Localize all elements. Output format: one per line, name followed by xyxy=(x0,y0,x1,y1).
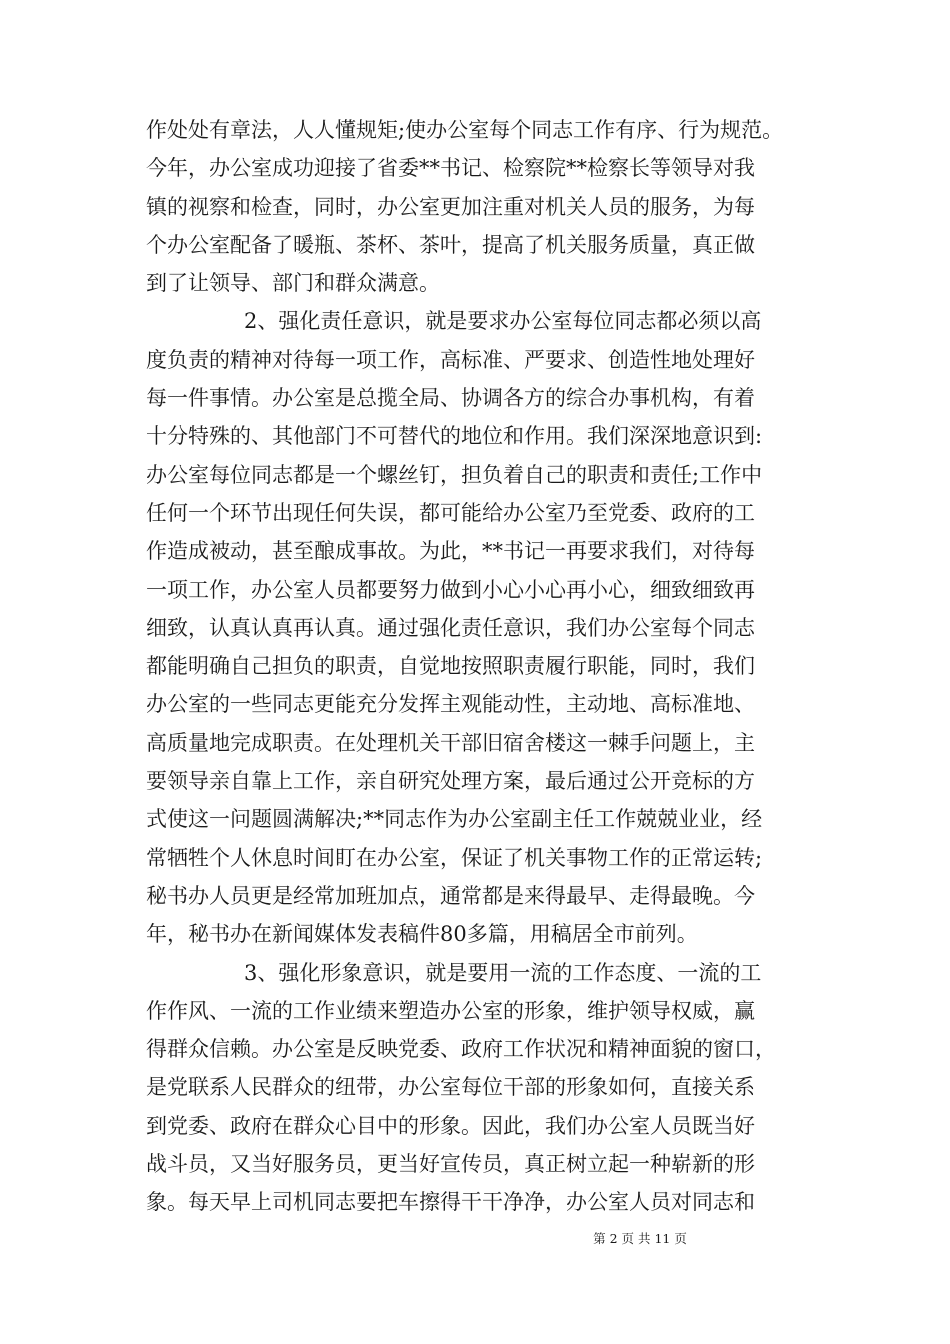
text-line: 要领导亲自靠上工作，亲自研究处理方案，最后通过公开竞标的方 xyxy=(146,769,755,794)
document-body xyxy=(146,111,818,1222)
text-line: 镇的视察和检查，同时，办公室更加注重对机关人员的服务，为每 xyxy=(146,194,755,219)
text-line: 年，秘书办在新闻媒体发表稿件80多篇，用稿居全市前列。 xyxy=(146,922,698,947)
text-line: 作作风、一流的工作业绩来塑造办公室的形象，维护领导权威，赢 xyxy=(146,998,755,1023)
text-line: 象。每天早上司机同志要把车擦得干干净净，办公室人员对同志和 xyxy=(146,1190,755,1215)
text-line: 秘书办人员更是经常加班加点，通常都是来得最早、走得最晚。今 xyxy=(146,883,755,908)
text-line: 个办公室配备了暖瓶、茶杯、茶叶，提高了机关服务质量，真正做 xyxy=(146,232,755,257)
text-line: 都能明确自己担负的职责，自觉地按照职责履行职能，同时，我们 xyxy=(146,654,755,679)
paragraph-start-line: 3、强化形象意识，就是要用一流的工作态度、一流的工 xyxy=(244,960,762,985)
text-line: 细致，认真认真再认真。通过强化责任意识，我们办公室每个同志 xyxy=(146,615,755,640)
text-line: 作造成被动，甚至酿成事故。为此，**书记一再要求我们，对待每 xyxy=(146,539,755,564)
text-line: 是党联系人民群众的纽带，办公室每位干部的形象如何，直接关系 xyxy=(146,1075,755,1100)
text-line: 战斗员，又当好服务员，更当好宣传员，真正树立起一种崭新的形 xyxy=(146,1152,755,1177)
text-line: 到党委、政府在群众心目中的形象。因此，我们办公室人员既当好 xyxy=(146,1113,755,1138)
text-line: 每一件事情。办公室是总揽全局、协调各方的综合办事机构，有着 xyxy=(146,386,755,411)
paragraph-start-line: 2、强化责任意识，就是要求办公室每位同志都必须以高 xyxy=(244,309,762,334)
text-line: 十分特殊的、其他部门不可替代的地位和作用。我们深深地意识到: xyxy=(146,424,763,449)
text-line: 一项工作，办公室人员都要努力做到小心小心再小心，细致细致再 xyxy=(146,577,755,602)
text-line: 办公室的一些同志更能充分发挥主观能动性，主动地、高标准地、 xyxy=(146,692,755,717)
text-line: 作处处有章法，人人懂规矩;使办公室每个同志工作有序、行为规范。 xyxy=(146,118,784,142)
text-line: 任何一个环节出现任何失误，都可能给办公室乃至党委、政府的工 xyxy=(146,500,755,525)
text-line: 式使这一问题圆满解决;**同志作为办公室副主任工作兢兢业业，经 xyxy=(146,807,763,832)
text-line: 常牺牲个人休息时间盯在办公室，保证了机关事物工作的正常运转; xyxy=(146,845,763,870)
text-line: 办公室每位同志都是一个螺丝钉，担负着自己的职责和责任;工作中 xyxy=(146,462,763,487)
text-line: 到了让领导、部门和群众满意。 xyxy=(146,271,440,296)
page-number-footer: 第 2 页 共 11 页 xyxy=(593,1231,687,1246)
text-line: 度负责的精神对待每一项工作，高标准、严要求、创造性地处理好 xyxy=(146,347,755,372)
text-line: 今年，办公室成功迎接了省委**书记、检察院**检察长等领导对我 xyxy=(146,156,755,181)
text-line: 高质量地完成职责。在处理机关干部旧宿舍楼这一棘手问题上，主 xyxy=(146,730,755,755)
text-line: 得群众信赖。办公室是反映党委、政府工作状况和精神面貌的窗口， xyxy=(146,1037,776,1062)
